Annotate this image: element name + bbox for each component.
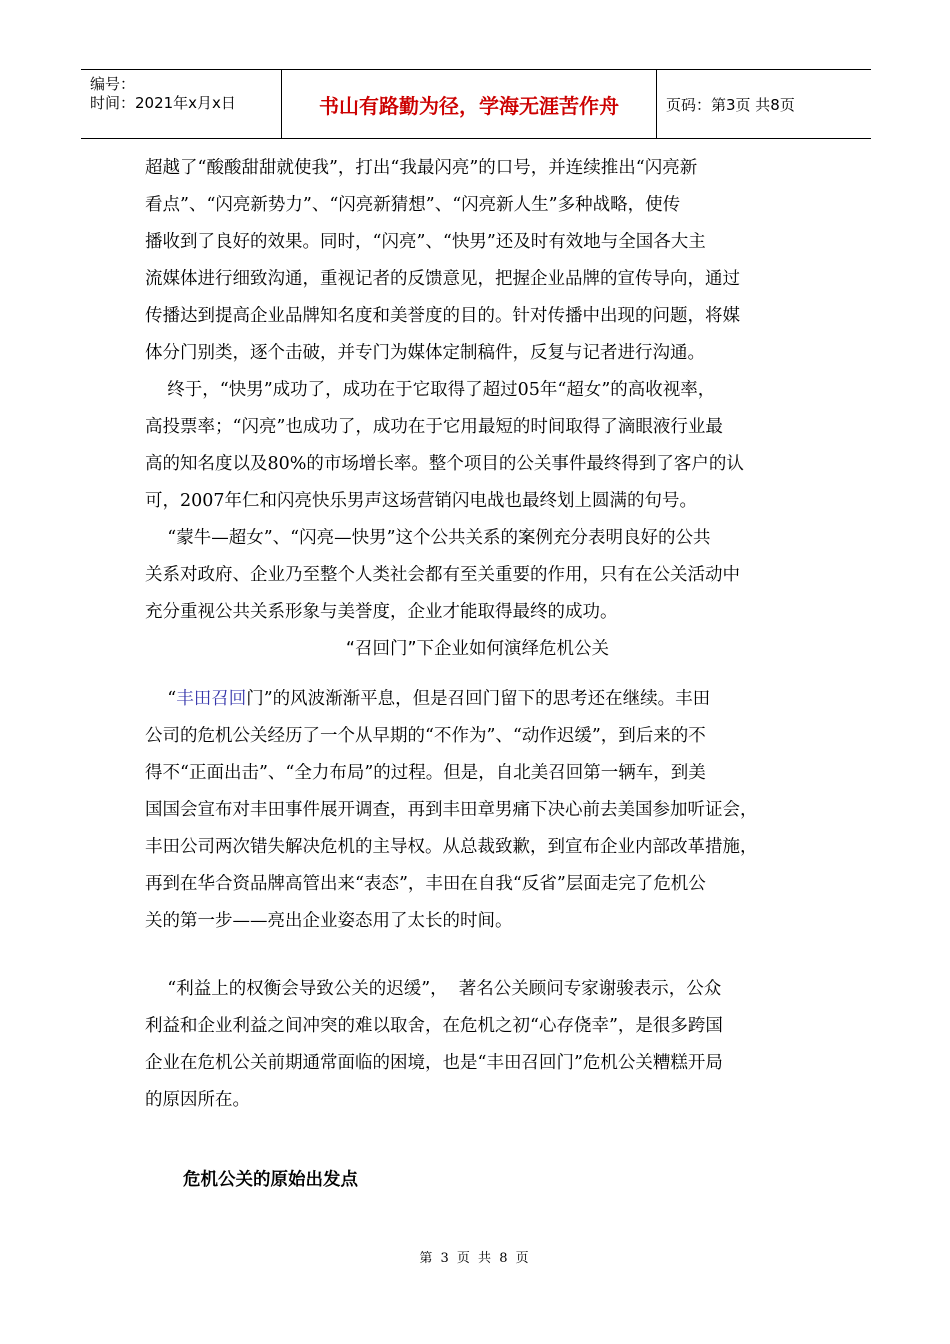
document-header	[81, 69, 871, 139]
paragraph-2	[145, 372, 810, 520]
text-line: 传播达到提高企业品牌知名度和美誉度的目的。针对传播中出现的问题，将媒	[145, 306, 740, 326]
document-body	[145, 150, 810, 1119]
header-page-info: 页码：第3页 共8页	[666, 95, 795, 114]
text-fragment: 门”的风波渐渐平息，但是召回门留下的思考还在继续。丰田	[246, 689, 711, 709]
text-line: 利益和企业利益之间冲突的难以取舍，在危机之初“心存侥幸”，是很多跨国	[145, 1016, 723, 1036]
text-line: 再到在华合资品牌高管出来“表态”，丰田在自我“反省”层面走完了危机公	[145, 874, 706, 894]
text-line: 可，2007年仁和闪亮快乐男声这场营销闪电战也最终划上圆满的句号。	[145, 491, 698, 511]
paragraph-4	[145, 681, 810, 940]
time-label: 时间：2021年x月x日	[90, 94, 236, 112]
text-line: 的原因所在。	[145, 1090, 250, 1110]
text-line: 看点”、“闪亮新势力”、“闪亮新猜想”、“闪亮新人生”多种战略，使传	[145, 195, 681, 215]
number-label: 编号：	[90, 75, 136, 93]
text-line: 流媒体进行细致沟通，重视记者的反馈意见，把握企业品牌的宣传导向，通过	[145, 269, 740, 289]
header-meta	[81, 70, 281, 138]
toyota-recall-link[interactable]: 丰田召回	[176, 689, 247, 709]
text-line: 关系对政府、企业乃至整个人类社会都有至关重要的作用，只有在公关活动中	[145, 565, 740, 585]
paragraph-3	[145, 520, 810, 631]
text-line: 播收到了良好的效果。同时，“闪亮”、“快男”还及时有效地与全国各大主	[145, 232, 706, 252]
text-prefix: “	[145, 689, 177, 709]
text-line: 得不“正面出击”、“全力布局”的过程。但是，自北美召回第一辆车，到美	[145, 763, 706, 783]
text-line: 体分门别类，逐个击破，并专门为媒体定制稿件，反复与记者进行沟通。	[145, 343, 705, 363]
text-line: 公司的危机公关经历了一个从早期的“不作为”、“动作迟缓”，到后来的不	[145, 726, 706, 746]
paragraph-1	[145, 150, 810, 372]
section-title: “召回门”下企业如何演绎危机公关	[345, 639, 610, 659]
text-line: 充分重视公共关系形象与美誉度，企业才能取得最终的成功。	[145, 602, 618, 622]
page-footer: 第 3 页 共 8 页	[419, 1251, 531, 1266]
text-line: 高投票率；“闪亮”也成功了，成功在于它用最短的时间取得了滴眼液行业最	[145, 417, 723, 437]
text-line: 丰田公司两次错失解决危机的主导权。从总裁致歉，到宣布企业内部改革措施，	[145, 837, 758, 857]
text-line: 超越了“酸酸甜甜就使我”，打出“我最闪亮”的口号，并连续推出“闪亮新	[145, 158, 698, 178]
text-line: “蒙牛—超女”、“闪亮—快男”这个公共关系的案例充分表明良好的公共	[145, 528, 711, 548]
text-line: 终于，“快男”成功了，成功在于它取得了超过05年“超女”的高收视率，	[145, 380, 716, 400]
text-line: 高的知名度以及80%的市场增长率。整个项目的公关事件最终得到了客户的认	[145, 454, 744, 474]
sub-heading: 危机公关的原始出发点	[183, 1170, 358, 1190]
text-line: 企业在危机公关前期通常面临的困境，也是“丰田召回门”危机公关糟糕开局	[145, 1053, 723, 1073]
text-line	[145, 681, 810, 718]
header-motto: 书山有路勤为径，学海无涯苦作舟	[319, 93, 619, 118]
text-line: 关的第一步——亮出企业姿态用了太长的时间。	[145, 911, 513, 931]
text-line: 国国会宣布对丰田事件展开调查，再到丰田章男痛下决心前去美国参加听证会，	[145, 800, 758, 820]
paragraph-5	[145, 971, 810, 1119]
text-line: “利益上的权衡会导致公关的迟缓”， 著名公关顾问专家谢骏表示，公众	[145, 979, 722, 999]
